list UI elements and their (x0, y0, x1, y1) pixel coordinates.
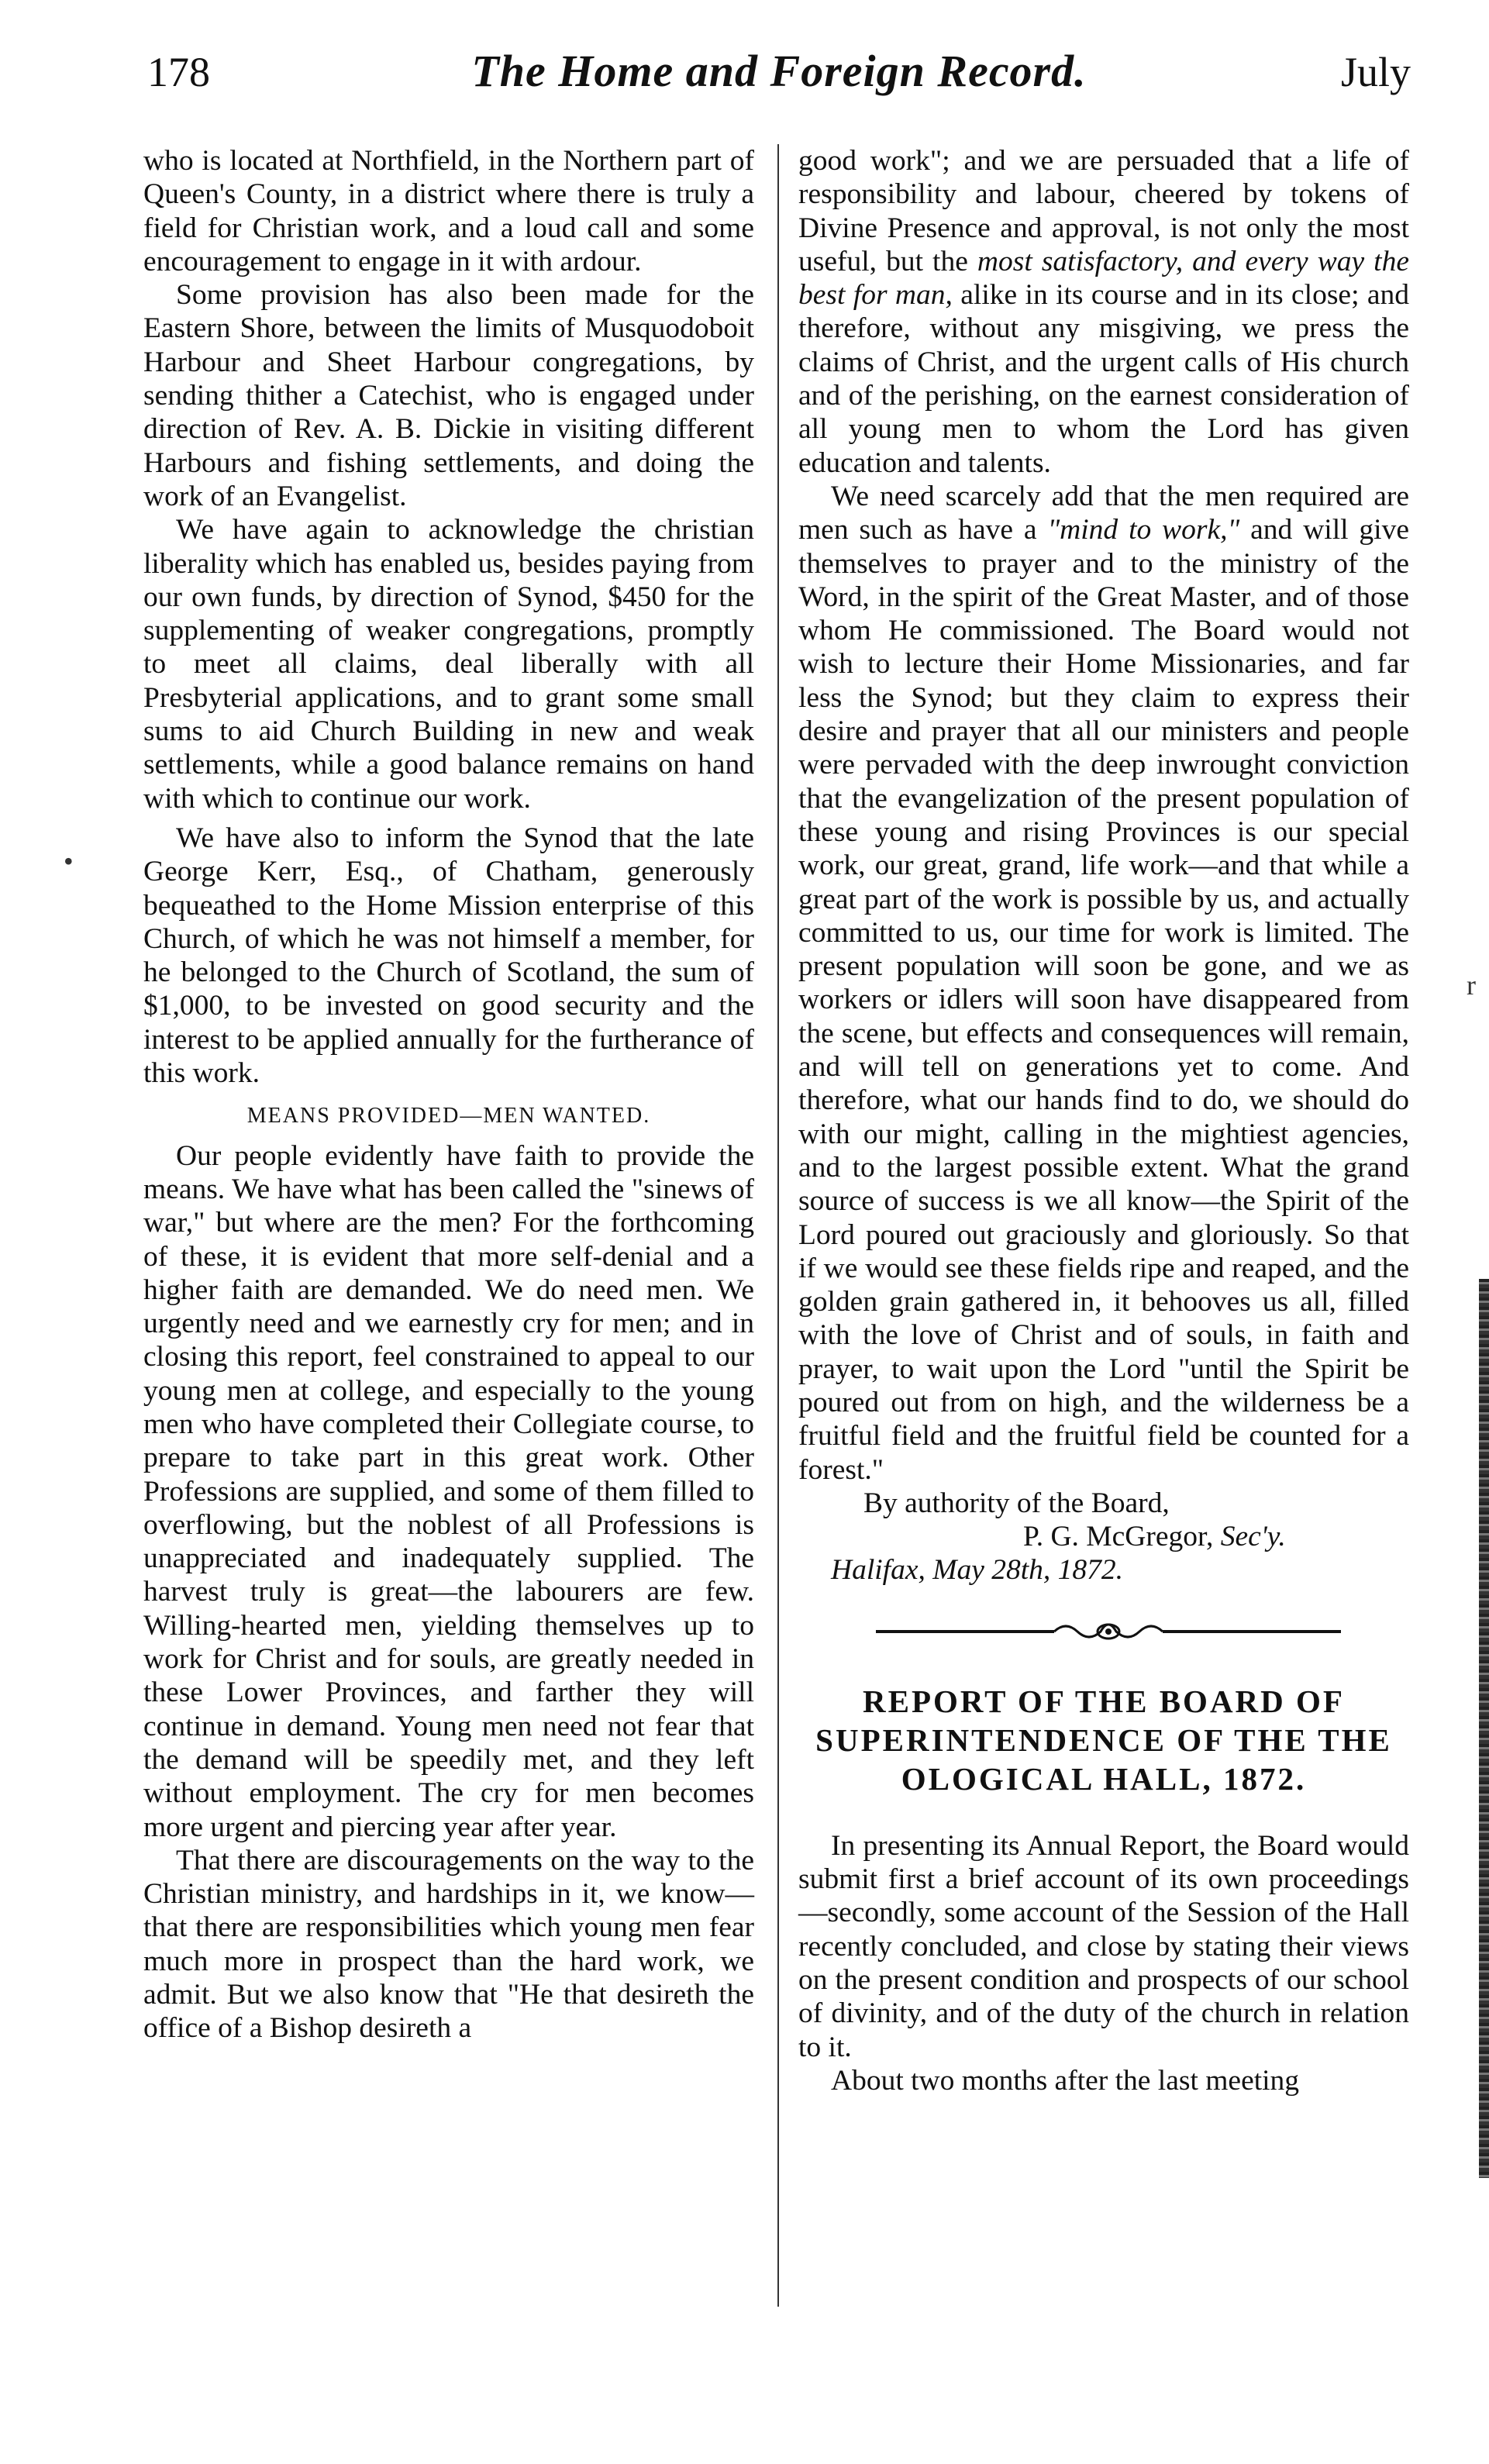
signature-place-date: Halifax, May 28th, 1872. (831, 1554, 1124, 1587)
emphasis-text: most satisfactory, and every way the best for man, (798, 245, 1409, 312)
paragraph: We have again to acknowledge the christian liberality which has enabled us, besides paying from our own funds, by direction of Synod, $450 for the supplementing of weaker congregations, promptly to meet all claims, deal liberally with all Presbyterial applications, and to grant some small sums to aid Church Building in new and weak settlements, while a good balance remains on hand with which to continue our work. (143, 514, 754, 815)
signature-authority: By authority of the Board, (863, 1487, 1170, 1519)
page-number: 178 (147, 49, 210, 95)
paragraph: Some provision has also been made for the Eastern Shore, between the limits of Musquodoboit Harbour and Sheet Harbour congregations, by sending thither a Catechist, who is engaged under direction of Rev. A. B. Dickie in visiting different Harbours and fishing settlements, and doing the work of an Evangelist. (143, 279, 754, 512)
paragraph: About two months after the last meeting (831, 2064, 1300, 2097)
paragraph: In presenting its Annual Report, the Board would submit first a brief account of its own proceedings—secondly, some account of the Session of the Hall recently concluded, and close by stating their views on the present condition and prospects of our school of divinity, and of the duty of the church in relation to it. (798, 1829, 1409, 2063)
left-column (143, 144, 754, 2045)
ornamental-rule (798, 1604, 1409, 1659)
signature-title: Sec'y. (1220, 1521, 1286, 1553)
paragraph: We have also to inform the Synod that the late George Kerr, Esq., of Chatham, generously bequeathed to the Home Mission enterprise of this Church, of which he was not himself a member, for he belonged to the Church of Scotland, the sum of $1,000, to be invested on good security and the interest to be applied annually for the furtherance of this work. (143, 822, 754, 1090)
paragraph-text: We need scarcely add that the men required are men such as have a (798, 480, 1409, 546)
emphasis-text: "mind to work," (1047, 514, 1240, 546)
signature-name: P. G. McGregor, (1023, 1521, 1214, 1553)
paragraph-text: good work"; and we are persuaded that a life of responsibility and labour, cheered by tokens of Divine Presence and approval, is not only the most useful, but the (798, 145, 1409, 277)
stray-mark: r (1467, 970, 1476, 1001)
paragraph (798, 144, 1409, 480)
section-heading: MEANS PROVIDED—MEN WANTED. (246, 1104, 651, 1129)
paragraph: Our people evidently have faith to provide the means. We have what has been called the "sinews of war," but where are the men? For the forthcoming of these, it is evident that more self-denial and a higher faith are demanded. We do need men. We urgently need and we earnestly cry for men; and in closing this report, feel constrained to appeal to our young men at college, and especially to the young men who have completed their Collegiate course, to prepare to take part in this great work. Other Professions are supplied, and some of them filled to overflowing, but the noblest of all Professions is unappreciated and inadequately supplied. The harvest truly is great—the labourers are few. Willing-hearted men, yielding themselves up to work for Christ and for souls, are greatly needed in these Lower Provinces, and farther they will continue in demand. Young men need not fear that the demand will be speedily met, and they left without employment. The cry for men becomes more urgent and piercing year after year. (143, 1139, 754, 1843)
page-header (147, 48, 1411, 118)
right-column (798, 144, 1409, 2097)
paragraph (798, 480, 1409, 1487)
column-divider (777, 144, 779, 2307)
stray-mark: • (64, 846, 74, 877)
ornament-icon (876, 1612, 1341, 1651)
signature-name-line (798, 1520, 1409, 1553)
journal-title: The Home and Foreign Record. (471, 46, 1087, 96)
paragraph-text: alike in its course and in its close; and therefore, without any misgiving, we press the claims of Christ, and the urgent calls of His church and of the perishing, on the earnest consideration of all young men to whom the Lord has given education and talents. (798, 279, 1410, 479)
paragraph: who is located at Northfield, in the Northern part of Queen's County, in a district where there is truly a field for Christian work, and a loud call and some encouragement to engage in it with ardour. (143, 145, 754, 277)
page-month: July (1340, 49, 1411, 95)
report-heading: REPORT OF THE BOARD OF SUPERINTENDENCE OF THE THE OLOGICAL HALL, 1872. (815, 1683, 1392, 1797)
paragraph-text: and will give themselves to prayer and to the ministry of the Word, in the spirit of the Great Master, and of those whom He commissioned. The Board would not wish to lecture their Home Missionaries, and far less the Synod; but they claim to express their desire and prayer that all our ministers and people were pervaded with the deep inwrought conviction that the evangelization of the present population of these young and rising Provinces is our special work, our great, grand, life work—and that while a great part of the work is possible by us, and actually committed to us, our time for work is limited. The present population will soon be gone, and we as workers or idlers will soon have disappeared from the scene, but effects and consequences will remain, and will tell on generations yet to come. And therefore, what our hands find to do, we should do with our might, calling in the mightiest agencies, and to the largest possible extent. What the grand source of success is we all know—the Spirit of the Lord poured out graciously and gloriously. So that if we would see these fields ripe and reaped, and the golden grain gathered in, it behooves us all, filled with the love of Christ and of souls, in faith and prayer, to wait upon the Lord "until the Spirit be poured out from on high, and the wilderness be a fruitful field and the fruitful field be counted for a forest." (798, 514, 1409, 1486)
paragraph: That there are discouragements on the way to the Christian ministry, and hardships in it, we know—that there are responsibilities which young men fear much more in prospect than the hard work, we admit. But we also know that "He that desireth the office of a Bishop desireth a (143, 1844, 754, 2045)
scan-edge-strip (1479, 1279, 1489, 2178)
signature-block (798, 1487, 1409, 1587)
